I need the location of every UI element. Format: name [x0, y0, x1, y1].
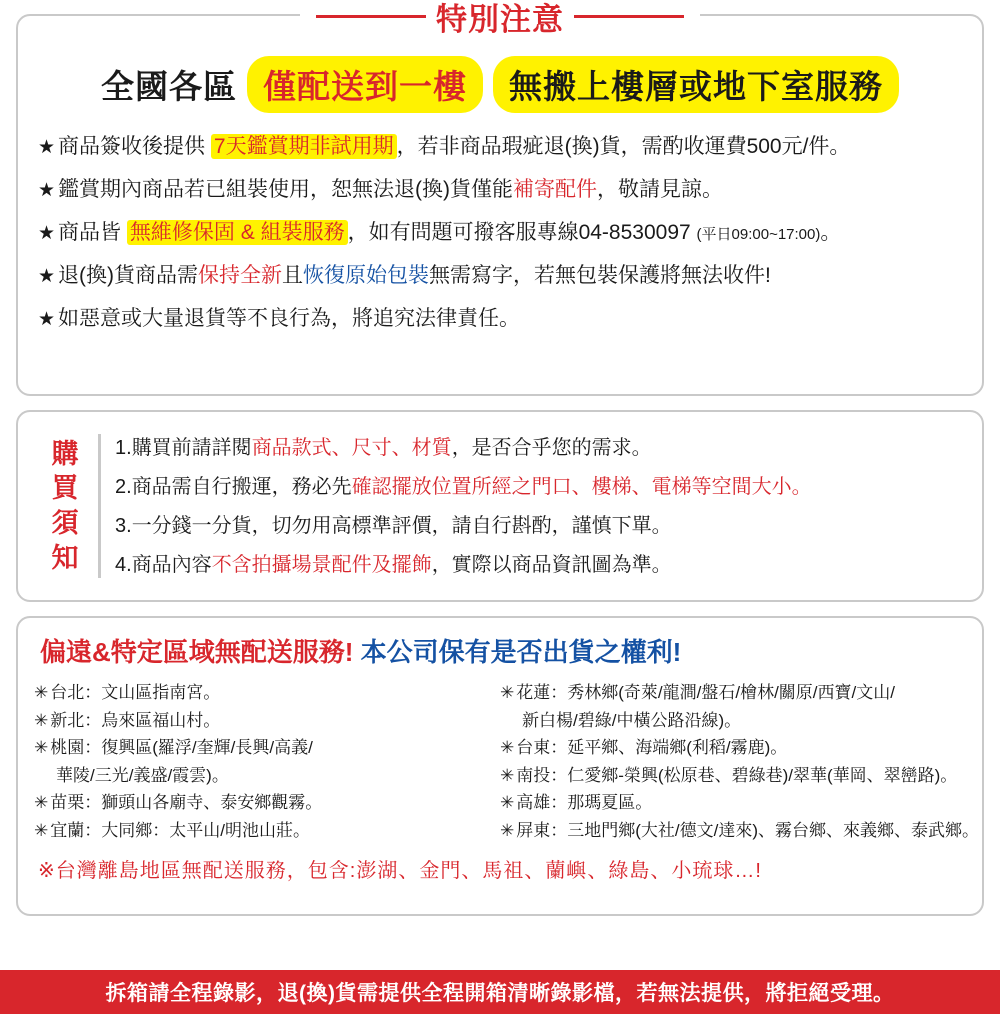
item-number-2: 2. — [115, 475, 132, 498]
special-notice-title — [300, 0, 700, 39]
item-text-3a: 一分錢一分貨，切勿用高標準評價，請自行斟酌，謹慎下單。 — [131, 514, 672, 537]
banner-tag-ground-floor: 僅配送到一樓 — [247, 56, 483, 113]
purchase-notes-section — [16, 410, 984, 602]
item-text-1a: 購買前請詳閱 — [131, 436, 252, 459]
notice-text-3a: 商品皆 — [58, 220, 127, 244]
area-line — [500, 734, 966, 762]
area-text: 桃園：復興區(羅浮/奎輝/長興/高義/ — [50, 738, 313, 758]
notice-text-1b: 7天鑑賞期非試用期 — [211, 134, 397, 159]
area-text: 苗栗：獅頭山各廟寺、泰安鄉觀霧。 — [50, 793, 323, 813]
area-line — [34, 789, 492, 817]
banner-lead-text: 全國各區 — [101, 68, 237, 105]
vertical-divider — [98, 434, 101, 578]
asterisk-icon: ✳ — [34, 683, 49, 702]
asterisk-icon: ✳ — [34, 710, 49, 730]
notice-text-1a: 商品簽收後提供 — [58, 135, 211, 158]
title-rule-right — [574, 15, 684, 18]
island-footnote: ※台灣離島地區無配送服務，包含:澎湖、金門、馬祖、蘭嶼、綠島、小琉球…! — [38, 860, 762, 883]
list-item — [115, 550, 968, 580]
remote-area-column-left — [34, 679, 492, 844]
purchase-notes-list — [115, 433, 968, 580]
area-line — [34, 679, 492, 707]
item-number-3: 3. — [115, 514, 132, 537]
area-text: 花蓮：秀林鄉(奇萊/龍澗/盤石/檜林/關原/西寶/文山/ — [516, 683, 895, 702]
remote-area-section — [16, 616, 984, 916]
notice-text-3c: ，如有問題可撥客服專線04-8530097 — [347, 220, 697, 244]
asterisk-icon: ✳ — [500, 793, 515, 813]
area-text: 新北：烏來區福山村。 — [50, 710, 221, 730]
notice-text-1c: ，若非商品瑕疵退(換)貨，需酌收運費500元/件。 — [396, 135, 851, 158]
notice-text-4d: 恢復原始包裝 — [303, 263, 430, 287]
notice-text-3b: 無維修保固 & 組裝服務 — [127, 220, 348, 245]
notice-item — [38, 131, 968, 163]
remote-area-heading — [40, 632, 966, 669]
asterisk-icon: ✳ — [500, 683, 515, 702]
asterisk-icon: ✳ — [34, 820, 49, 840]
item-number-1: 1. — [115, 436, 132, 459]
area-line — [34, 734, 492, 762]
purchase-label-char-4: 知 — [51, 542, 79, 573]
item-text-4b: 不含拍攝場景配件及擺飾 — [211, 553, 432, 576]
notice-text-2c: ，敬請見諒。 — [597, 177, 724, 201]
area-text: 台東：延平鄉、海端鄉(利稻/霧鹿)。 — [516, 738, 788, 758]
bullet-star-icon: ★ — [38, 265, 56, 287]
area-line — [34, 817, 492, 845]
area-text: 新白楊/碧綠/中橫公路沿線)。 — [522, 710, 742, 730]
notice-text-3d: (平日09:00~17:00) — [696, 225, 821, 243]
item-text-4c: ，實際以商品資訊圖為準。 — [431, 553, 672, 576]
purchase-label-char-3: 須 — [51, 508, 79, 538]
notice-item — [38, 174, 968, 206]
bullet-star-icon: ★ — [38, 308, 56, 330]
asterisk-icon: ✳ — [34, 738, 49, 758]
notice-text-5a: 如惡意或大量退貨等不良行為，將追究法律責任。 — [58, 306, 521, 330]
item-text-1b: 商品款式、尺寸、材質 — [251, 436, 452, 459]
asterisk-icon: ✳ — [500, 765, 515, 785]
purchase-notes-label — [42, 437, 88, 575]
area-text: 台北：文山區指南宮。 — [50, 683, 221, 702]
area-line — [500, 789, 966, 817]
footer-bar — [0, 970, 1000, 1014]
footer-text: 拆箱請全程錄影，退(換)貨需提供全程開箱清晰錄影檔，若無法提供，將拒絕受理。 — [105, 982, 895, 1005]
area-text: 華陵/三光/義盛/霞雲)。 — [56, 765, 229, 785]
area-text: 宜蘭：大同鄉：太平山/明池山莊。 — [50, 820, 310, 840]
notice-text-4e: 無需寫字，若無包裝保護將無法收件! — [429, 263, 771, 287]
notice-page — [0, 2, 1000, 1014]
list-item — [115, 511, 968, 541]
area-line-continuation — [500, 707, 966, 735]
bullet-star-icon: ★ — [38, 137, 56, 158]
notice-item — [38, 260, 968, 292]
bullet-star-icon: ★ — [38, 222, 56, 244]
notice-item — [38, 303, 968, 335]
notice-text-4a: 退(換)貨商品需 — [58, 263, 199, 287]
purchase-label-char-2: 買 — [51, 473, 79, 504]
remote-area-heading-blue: 本公司保有是否出貨之權利! — [360, 637, 682, 667]
delivery-banner — [32, 56, 968, 113]
purchase-label-char-1: 購 — [51, 438, 79, 469]
item-number-4: 4. — [115, 553, 132, 576]
item-text-4a: 商品內容 — [131, 553, 212, 576]
area-text: 南投：仁愛鄉-榮興(松原巷、碧綠巷)/翠華(華岡、翠巒路)。 — [516, 765, 958, 785]
notice-item — [38, 217, 968, 249]
area-text: 高雄：那瑪夏區。 — [516, 793, 653, 813]
item-text-2b: 確認擺放位置所經之門口、樓梯、電梯等空間大小。 — [351, 475, 812, 498]
special-notice-section — [16, 2, 984, 396]
title-rule-left — [316, 15, 426, 18]
banner-tag-no-upstairs-a: 無搬上樓層 — [509, 68, 679, 105]
area-line-continuation — [34, 762, 492, 790]
banner-tag-no-upstairs-b: 或地下室服務 — [679, 68, 883, 105]
area-line — [34, 707, 492, 735]
area-line — [500, 679, 966, 707]
area-line — [500, 817, 980, 845]
remote-area-heading-red: 偏遠&特定區域無配送服務! — [40, 637, 354, 667]
notice-text-3e: 。 — [820, 220, 842, 244]
banner-tag-no-upstairs — [493, 56, 899, 113]
asterisk-icon: ✳ — [34, 793, 49, 813]
remote-area-column-right — [500, 679, 980, 844]
notice-text-4b: 保持全新 — [198, 263, 283, 287]
notice-text-2b: 補寄配件 — [513, 177, 598, 201]
list-item — [115, 433, 968, 463]
remote-area-columns — [34, 679, 980, 844]
special-notice-title-text: 特別注意 — [436, 2, 564, 37]
bullet-star-icon: ★ — [38, 179, 56, 201]
item-text-2a: 商品需自行搬運，務必先 — [131, 475, 352, 498]
asterisk-icon: ✳ — [500, 820, 515, 840]
area-text: 屏東：三地門鄉(大社/德文/達來)、霧台鄉、來義鄉、泰武鄉。 — [516, 820, 980, 840]
asterisk-icon: ✳ — [500, 738, 515, 758]
item-text-1c: ，是否合乎您的需求。 — [451, 436, 652, 459]
notice-text-2a: 鑑賞期內商品若已組裝使用，恕無法退(換)貨僅能 — [58, 177, 514, 201]
area-line — [500, 762, 966, 790]
notice-text-4c: 且 — [282, 263, 304, 287]
list-item — [115, 472, 968, 502]
